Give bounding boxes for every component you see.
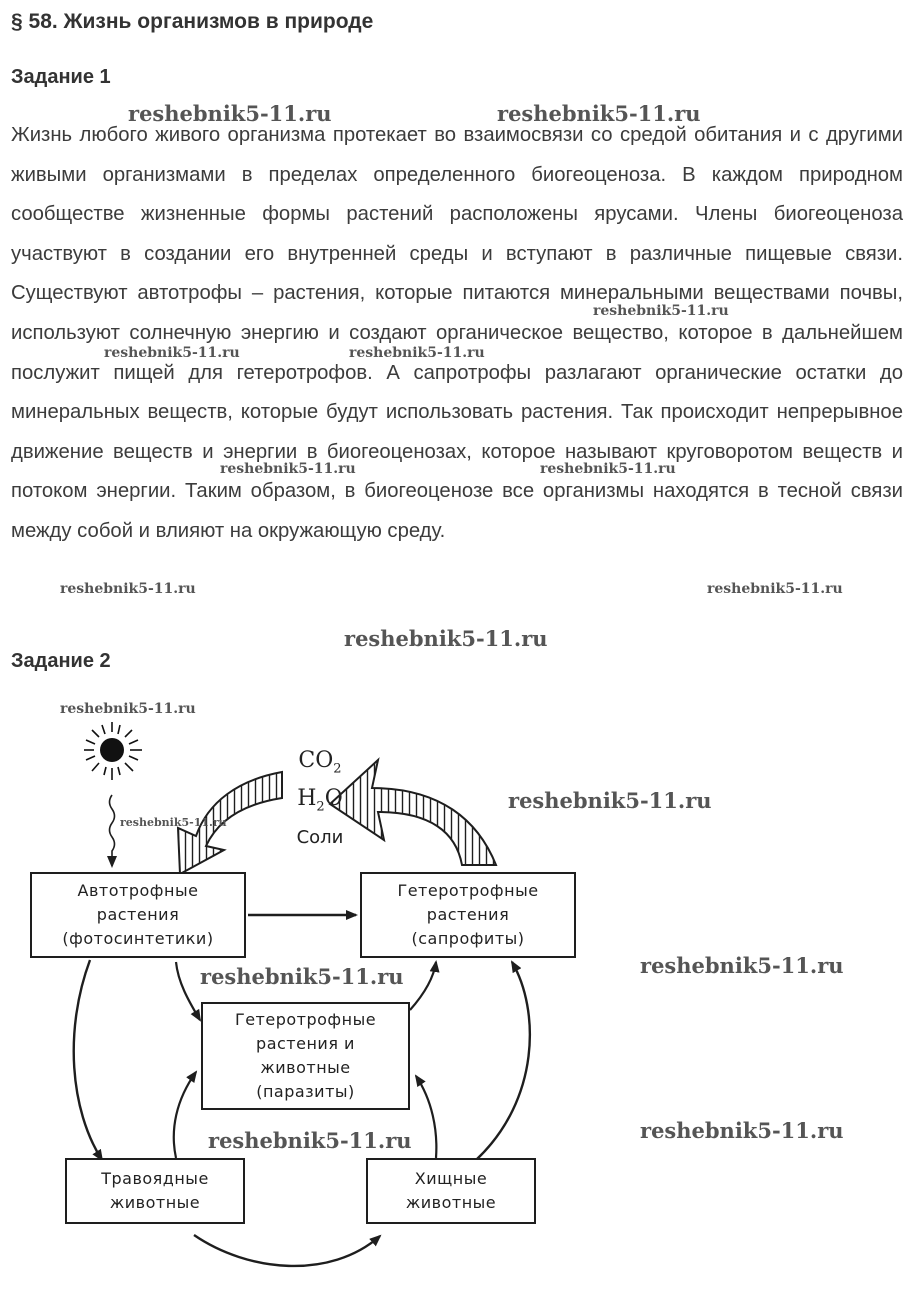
- sunlight-arrow: [110, 795, 115, 866]
- watermark: reshebnik5-11.ru: [344, 626, 548, 651]
- chem-labels: [280, 746, 360, 853]
- box-autotrophs: Автотрофные растения (фотосинтетики): [30, 872, 246, 958]
- arrow-autotrophs-to-parasites: [176, 962, 200, 1020]
- arrow-herbivores-to-predators: [194, 1235, 380, 1266]
- h2o-label: $H_2O$: [297, 786, 343, 815]
- watermark: reshebnik5-11.ru: [640, 1118, 844, 1143]
- watermark: reshebnik5-11.ru: [497, 101, 701, 126]
- watermark: reshebnik5-11.ru: [593, 303, 729, 319]
- box-saprophytes: Гетеротрофные растения (сапрофиты): [360, 872, 576, 958]
- arrow-autotrophs-to-herbivores: [74, 960, 102, 1160]
- task-1-heading: Задание 1: [11, 66, 111, 88]
- watermark: reshebnik5-11.ru: [640, 953, 844, 978]
- food-chain-diagram: [0, 700, 914, 1307]
- watermark: reshebnik5-11.ru: [220, 461, 356, 477]
- page-title: § 58. Жизнь организмов в природе: [11, 10, 374, 33]
- watermark: reshebnik5-11.ru: [200, 964, 404, 989]
- watermark: reshebnik5-11.ru: [349, 345, 485, 361]
- watermark: reshebnik5-11.ru: [60, 701, 196, 717]
- box-parasites: Гетеротрофные растения и животные (паразиты): [201, 1002, 410, 1110]
- watermark: reshebnik5-11.ru: [104, 345, 240, 361]
- arrow-parasites-to-saprophytes: [410, 962, 436, 1010]
- salts-label: Соли: [296, 826, 344, 848]
- watermark: reshebnik5-11.ru: [540, 461, 676, 477]
- box-predators: Хищные животные: [366, 1158, 536, 1224]
- watermark: reshebnik5-11.ru: [208, 1128, 412, 1153]
- watermark: reshebnik5-11.ru: [128, 101, 332, 126]
- arrow-predators-to-parasites: [416, 1076, 436, 1158]
- box-herbivores: Травоядные животные: [65, 1158, 245, 1224]
- task-1-text: Жизнь любого живого организма протекает во взаимосвязи со средой обитания и с другими живыми организмами в пределах определенного биогеоценоза. В каждом природном сообществе жизненные формы растений расположены ярусами. Члены биогеоценоза участвуют в создании его внутренней среды и вступают в различные пищевые связи. Существуют автотрофы – растения, которые питаются минеральными веществами почвы, используют солнечную энергию и создают органическое вещество, которое в дальнейшем послужит пищей для гетеротрофов. А сапротрофы разлагают органические остатки до минеральных веществ, которые будут использовать растения. Так происходит непрерывное движение веществ и энергии в биогеоценозах, которое называют круговоротом веществ и потоком энергии. Таким образом, в биогеоценозе все организмы находятся в тесной связи между собой и влияют на окружающую среду.: [11, 124, 903, 542]
- co2-label: $CO_2$: [298, 748, 342, 777]
- watermark: reshebnik5-11.ru: [508, 788, 712, 813]
- watermark: reshebnik5-11.ru: [707, 581, 843, 597]
- watermark: reshebnik5-11.ru: [120, 816, 227, 829]
- sun-icon: [84, 722, 142, 780]
- task-2-heading: Задание 2: [11, 650, 111, 672]
- arrow-herbivores-to-parasites: [174, 1072, 196, 1158]
- arrow-predators-to-saprophytes: [476, 962, 530, 1160]
- watermark: reshebnik5-11.ru: [60, 581, 196, 597]
